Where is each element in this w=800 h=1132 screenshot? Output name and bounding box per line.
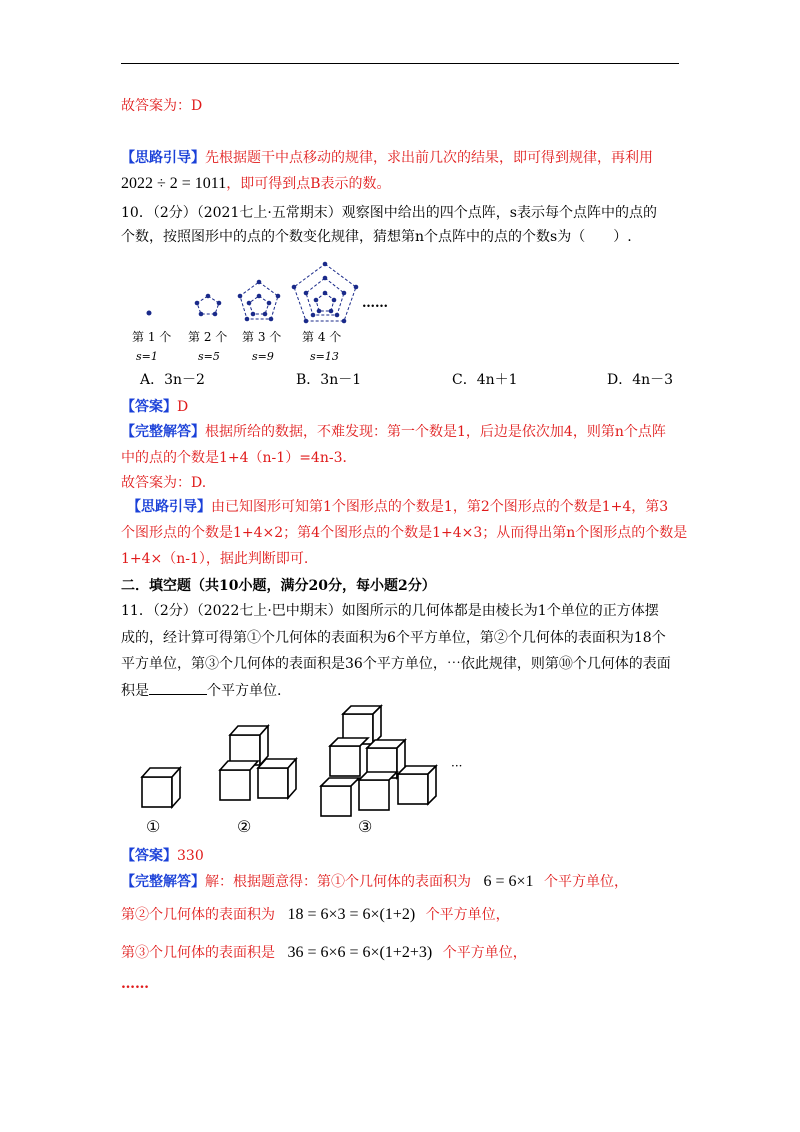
q10-hint-1 xyxy=(127,497,668,517)
cube-figure-1 xyxy=(142,768,180,807)
pattern-label: 第 3 个 xyxy=(242,330,282,344)
q10-figure xyxy=(130,255,410,367)
pattern-2 xyxy=(197,296,219,314)
pattern-s-value: s=13 xyxy=(310,350,339,363)
option-d: D．4n－3 xyxy=(607,372,674,388)
answer-blank xyxy=(149,680,207,695)
q11-solution-1 xyxy=(121,872,628,892)
q11-stem-1: 11．（2分）（2022七上·巴中期末）如图所示的几何体都是由棱长为1个单位的正方体摆 xyxy=(121,603,659,619)
solution-math: 6 = 6×1 xyxy=(483,873,534,890)
pattern-1-dot xyxy=(147,311,152,316)
solution-text: 解：根据题意得：第①个几何体的表面积为 xyxy=(205,874,471,890)
q11-solution-2 xyxy=(121,905,510,925)
pattern-label: 第 1 个 xyxy=(132,330,172,344)
q11-figure xyxy=(125,700,485,840)
solution-text: 根据所给的数据，不难发现：第一个数是1，后边是依次加4，则第n个点阵 xyxy=(205,424,666,440)
q10-solution-1 xyxy=(121,422,666,442)
cube-label: ③ xyxy=(358,817,373,836)
option-c: C．4n＋1 xyxy=(452,372,518,388)
q10-answer xyxy=(121,397,188,417)
hint-1-cont xyxy=(121,174,391,194)
pattern-s-value: s=5 xyxy=(198,350,220,363)
prev-answer: 故答案为：D xyxy=(121,98,203,114)
pattern-label: 第 2 个 xyxy=(188,330,228,344)
cube-figure-2 xyxy=(220,726,296,800)
stem-text: 积是 xyxy=(121,683,149,699)
hint-text: 由已知图形可知第1个图形点的个数是1，第2个图形点的个数是1+4，第3 xyxy=(211,499,669,515)
q10-stem-2: 个数，按照图形中的点的个数变化规律，猜想第n个点阵中的点的个数s为（ ）. xyxy=(121,229,632,245)
q11-stem-4 xyxy=(121,680,281,701)
hint-1-text-b: ，即可得到点B表示的数。 xyxy=(226,176,391,192)
cube-label: ② xyxy=(237,817,252,836)
option-b: B．3n－1 xyxy=(296,372,362,388)
pattern-s-value: s=9 xyxy=(252,350,274,363)
hint-1 xyxy=(121,148,653,168)
solution-text: 第②个几何体的表面积为 xyxy=(121,907,275,923)
option-a: A．3n－2 xyxy=(140,372,205,388)
cube-label: ① xyxy=(146,817,161,836)
solution-text: 个平方单位， xyxy=(425,907,510,923)
header-rule xyxy=(121,63,679,64)
cube-figure-3 xyxy=(321,706,436,816)
q10-hint-2: 个图形点的个数是1+4×2；第4个图形点的个数是1+4×3；从而得出第n个图形点的个数是 xyxy=(121,525,688,541)
solution-math: 18 = 6×3 = 6×(1+2) xyxy=(287,906,416,923)
cube-ellipsis: ··· xyxy=(451,759,463,773)
pattern-label: 第 4 个 xyxy=(302,330,342,344)
solution-text: 个平方单位， xyxy=(543,874,628,890)
pattern-ellipsis: …… xyxy=(362,296,388,311)
q10-hint-3: 1+4×（n-1），据此判断即可. xyxy=(121,551,309,567)
pattern-3 xyxy=(240,282,278,319)
q11-stem-2: 成的，经计算可得第①个几何体的表面积为6个平方单位，第②个几何体的表面积为18个 xyxy=(121,630,666,646)
hint-1-math: 2022 ÷ 2 = 1011 xyxy=(121,175,227,192)
q10-conclusion: 故答案为：D. xyxy=(121,475,207,491)
solution-math: 36 = 6×6 = 6×(1+2+3) xyxy=(287,944,433,961)
answer-label: 【答案】 xyxy=(121,399,177,415)
solution-text: 第③个几何体的表面积是 xyxy=(121,945,275,961)
q10-solution-2: 中的点的个数是1+4（n-1）=4n-3． xyxy=(121,450,357,466)
answer-value: D xyxy=(177,399,189,415)
pattern-s-value: s=1 xyxy=(136,350,158,363)
stem-text: 个平方单位. xyxy=(207,683,282,699)
q11-stem-3: 平方单位，第③个几何体的表面积是36个平方单位，⋯依此规律，则第⑩个几何体的表面 xyxy=(121,656,671,672)
q11-solution-3 xyxy=(121,943,527,963)
section-heading: 二．填空题（共10小题，满分20分，每小题2分） xyxy=(121,578,436,594)
solution-label: 【完整解答】 xyxy=(121,424,205,440)
hint-label: 【思路引导】 xyxy=(127,499,211,515)
q10-stem-1: 10．（2分）（2021七上·五常期末）观察图中给出的四个点阵，s表示每个点阵中的点的 xyxy=(121,205,657,221)
hint-1-text: 先根据题干中点移动的规律，求出前几次的结果，即可得到规律，再利用 xyxy=(205,150,653,166)
continuation-dots: …… xyxy=(121,976,149,992)
solution-text: 个平方单位， xyxy=(442,945,527,961)
solution-label: 【完整解答】 xyxy=(121,874,205,890)
hint-1-label: 【思路引导】 xyxy=(121,150,205,166)
q11-answer xyxy=(121,846,204,866)
answer-label: 【答案】 xyxy=(121,848,177,864)
answer-value: 330 xyxy=(177,848,204,864)
